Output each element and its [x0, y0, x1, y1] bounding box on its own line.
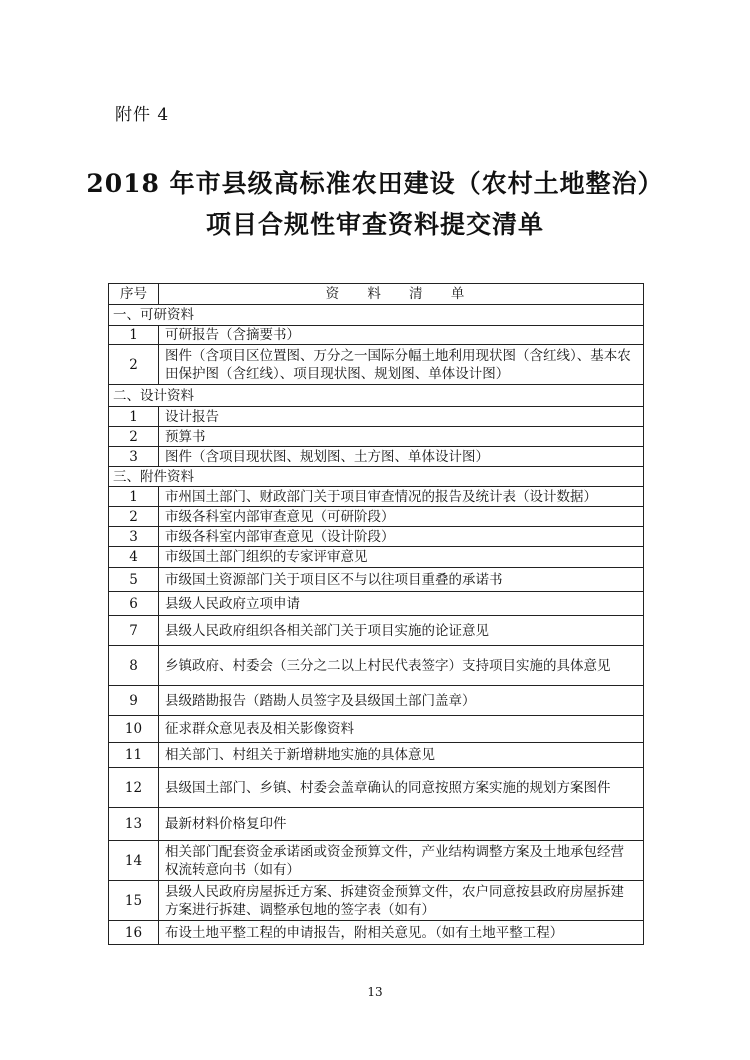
- row-number: 2: [109, 345, 159, 385]
- row-text: 县级人民政府房屋拆迁方案、拆建资金预算文件，农户同意按县政府房屋拆建方案进行拆建、调整承包地的签字表（如有）: [159, 881, 644, 921]
- row-text: 县级人民政府组织各相关部门关于项目实施的论证意见: [159, 616, 644, 646]
- row-text: 市级国土部门组织的专家评审意见: [159, 547, 644, 568]
- table-row: [109, 881, 644, 921]
- table-row: [109, 407, 644, 427]
- row-text: 设计报告: [159, 407, 644, 427]
- table-row: [109, 447, 644, 467]
- section-heading: 二、设计资料: [109, 385, 644, 407]
- row-number: 7: [109, 616, 159, 646]
- document-title-line1: 2018 年市县级高标准农田建设（农村土地整治）: [86, 169, 664, 198]
- table-header-row: [109, 284, 644, 305]
- row-text: 市级各科室内部审查意见（可研阶段）: [159, 507, 644, 527]
- row-text: 市州国土部门、财政部门关于项目审查情况的报告及统计表（设计数据）: [159, 487, 644, 507]
- row-text: 征求群众意见表及相关影像资料: [159, 716, 644, 743]
- row-number: 12: [109, 768, 159, 808]
- row-number: 10: [109, 716, 159, 743]
- page-number: 13: [367, 985, 383, 999]
- table-row: [109, 547, 644, 568]
- row-text: 相关部门配套资金承诺函或资金预算文件，产业结构调整方案及土地承包经营权流转意向书（如有）: [159, 841, 644, 881]
- section-heading-row: [109, 305, 644, 326]
- row-number: 3: [109, 527, 159, 547]
- row-text: 市级各科室内部审查意见（设计阶段）: [159, 527, 644, 547]
- row-number: 13: [109, 808, 159, 841]
- column-header-number: 序号: [109, 284, 159, 305]
- table-row: [109, 716, 644, 743]
- row-number: 9: [109, 686, 159, 716]
- table-row: [109, 345, 644, 385]
- table-row: [109, 326, 644, 345]
- row-number: 1: [109, 407, 159, 427]
- row-number: 1: [109, 326, 159, 345]
- row-number: 5: [109, 568, 159, 592]
- table-row: [109, 808, 644, 841]
- table-row: [109, 527, 644, 547]
- table-row: [109, 568, 644, 592]
- row-number: 1: [109, 487, 159, 507]
- row-number: 2: [109, 427, 159, 447]
- row-number: 14: [109, 841, 159, 881]
- row-text: 图件（含项目区位置图、万分之一国际分幅土地利用现状图（含红线）、基本农田保护图（含红线）、项目现状图、规划图、单体设计图）: [159, 345, 644, 385]
- row-number: 15: [109, 881, 159, 921]
- table-row: [109, 921, 644, 945]
- row-number: 3: [109, 447, 159, 467]
- row-text: 乡镇政府、村委会（三分之二以上村民代表签字）支持项目实施的具体意见: [159, 646, 644, 686]
- document-title-line2: 项目合规性审查资料提交清单: [205, 210, 544, 239]
- row-text: 县级人民政府立项申请: [159, 592, 644, 616]
- section-heading: 一、可研资料: [109, 305, 644, 326]
- table-row: [109, 616, 644, 646]
- row-text: 县级踏勘报告（踏勘人员签字及县级国土部门盖章）: [159, 686, 644, 716]
- row-text: 布设土地平整工程的申请报告，附相关意见。（如有土地平整工程）: [159, 921, 644, 945]
- table-row: [109, 646, 644, 686]
- row-number: 16: [109, 921, 159, 945]
- table-row: [109, 686, 644, 716]
- table-row: [109, 841, 644, 881]
- materials-checklist-table: [108, 283, 644, 945]
- row-text: 相关部门、村组关于新增耕地实施的具体意见: [159, 743, 644, 768]
- attachment-label: 附件 4: [115, 105, 170, 125]
- row-text: 可研报告（含摘要书）: [159, 326, 644, 345]
- table-row: [109, 487, 644, 507]
- row-text: 图件（含项目现状图、规划图、土方图、单体设计图）: [159, 447, 644, 467]
- section-heading-row: [109, 467, 644, 487]
- table-row: [109, 507, 644, 527]
- section-heading: 三、附件资料: [109, 467, 644, 487]
- row-text: 县级国土部门、乡镇、村委会盖章确认的同意按照方案实施的规划方案图件: [159, 768, 644, 808]
- row-number: 6: [109, 592, 159, 616]
- row-number: 4: [109, 547, 159, 568]
- table-row: [109, 768, 644, 808]
- table-row: [109, 743, 644, 768]
- row-text: 预算书: [159, 427, 644, 447]
- row-text: 最新材料价格复印件: [159, 808, 644, 841]
- row-number: 8: [109, 646, 159, 686]
- section-heading-row: [109, 385, 644, 407]
- column-header-materials: 资 料 清 单: [159, 284, 644, 305]
- row-text: 市级国土资源部门关于项目区不与以往项目重叠的承诺书: [159, 568, 644, 592]
- table-row: [109, 592, 644, 616]
- row-number: 11: [109, 743, 159, 768]
- row-number: 2: [109, 507, 159, 527]
- table-row: [109, 427, 644, 447]
